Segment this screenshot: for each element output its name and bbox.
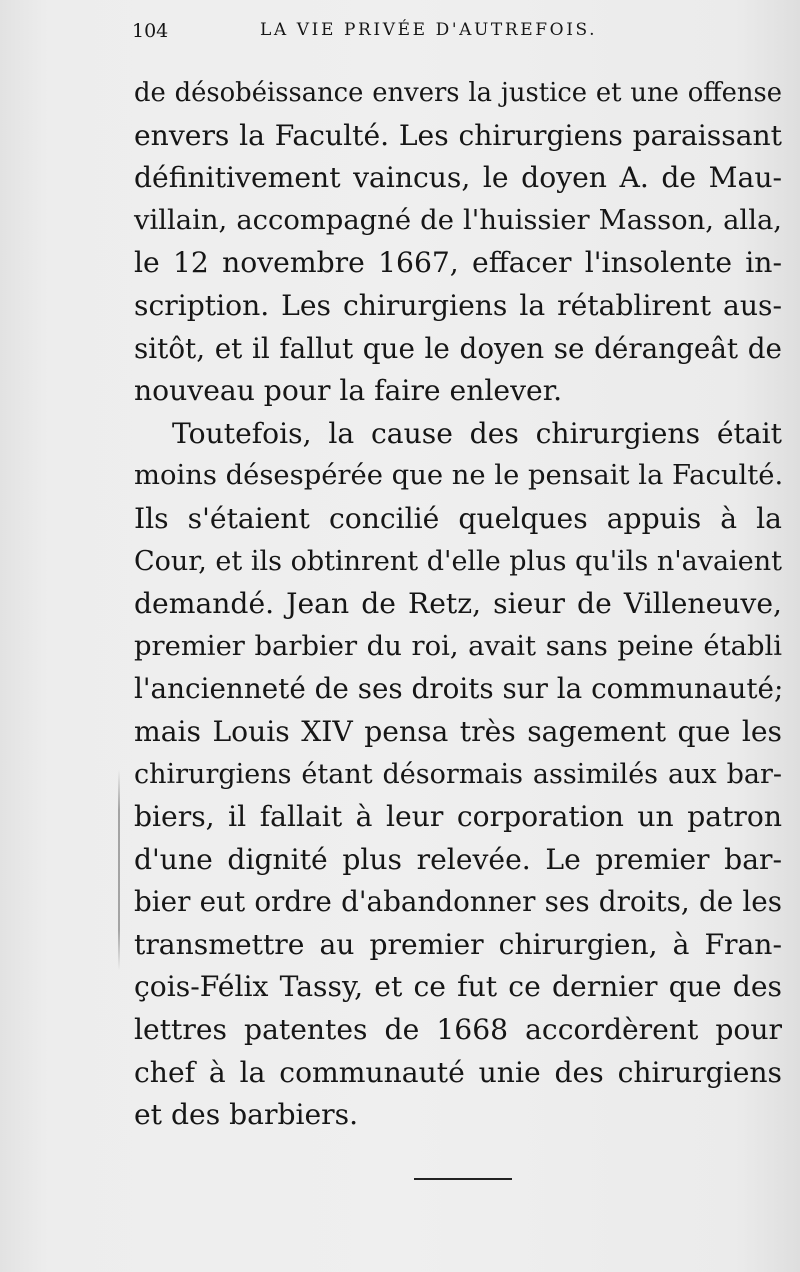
text-line: mais Louis XIV pensa très sagement que les: [134, 714, 782, 748]
text-line: Toutefois, la cause des chirurgiens était: [172, 416, 782, 450]
running-head: [132, 20, 662, 50]
text-line: sitôt, et il fallut que le doyen se dérangeât de: [134, 331, 782, 365]
text-line: l'ancienneté de ses droits sur la communauté;: [134, 672, 784, 706]
text-line: chef à la communauté unie des chirurgiens: [134, 1055, 782, 1089]
text-line: et des barbiers.: [134, 1098, 359, 1132]
margin-pencil-mark: [118, 770, 120, 970]
text-line: envers la Faculté. Les chirurgiens paraissant: [134, 118, 782, 152]
text-line: transmettre au premier chirurgien, à Fran-: [134, 927, 782, 961]
text-line: biers, il fallait à leur corporation un patron: [134, 800, 782, 834]
text-line: demandé. Jean de Retz, sieur de Villeneuve,: [134, 587, 782, 621]
paragraph: [134, 413, 782, 1137]
text-line: le 12 novembre 1667, effacer l'insolente in-: [134, 246, 782, 280]
text-line: scription. Les chirurgiens la rétablirent aus-: [134, 288, 782, 322]
running-title: LA VIE PRIVÉE D'AUTREFOIS.: [260, 20, 598, 40]
text-line: Cour, et ils obtinrent d'elle plus qu'ils n'avaient: [134, 545, 782, 577]
text-line: lettres patentes de 1668 accordèrent pour: [134, 1013, 782, 1047]
text-line: nouveau pour la faire enlever.: [134, 374, 563, 408]
text-line: villain, accompagné de l'huissier Masson, alla,: [134, 204, 782, 236]
text-line: premier barbier du roi, avait sans peine établi: [134, 630, 782, 662]
text-line: d'une dignité plus relevée. Le premier bar-: [134, 842, 782, 876]
text-line: de désobéissance envers la justice et une offense: [134, 78, 782, 108]
text-line: çois-Félix Tassy, et ce fut ce dernier que des: [134, 970, 782, 1004]
text-line: moins désespérée que ne le pensait la Faculté.: [134, 460, 784, 492]
text-line: bier eut ordre d'abandonner ses droits, de les: [134, 885, 782, 919]
body-text: [134, 72, 782, 1137]
text-line: définitivement vaincus, le doyen A. de Mau-: [134, 161, 782, 195]
text-line: Ils s'étaient concilié quelques appuis à la: [134, 501, 782, 535]
text-line: chirurgiens étant désormais assimilés aux bar-: [134, 758, 782, 790]
page-number: 104: [132, 20, 169, 42]
paragraph: [134, 72, 782, 413]
end-rule: [414, 1178, 512, 1180]
